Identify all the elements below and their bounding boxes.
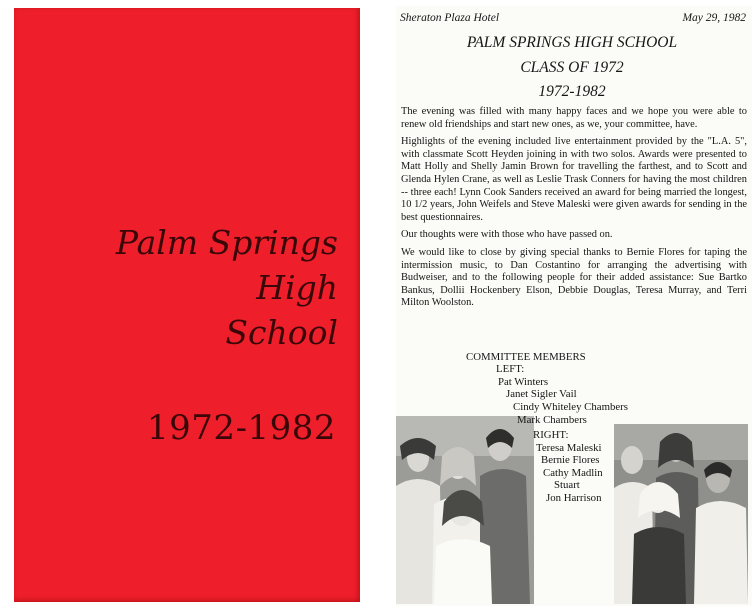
committee-photo-right: [614, 424, 748, 604]
body-paragraph: The evening was filled with many happy faces and we hope you were able to renew old friendships and start new ones, as we, your committee, have.: [401, 106, 747, 130]
committee-member: Bernie Flores: [541, 454, 600, 466]
date-label: May 29, 1982: [682, 12, 746, 24]
committee-right-label: RIGHT:: [533, 429, 569, 441]
committee-heading: COMMITTEE MEMBERS: [466, 351, 586, 363]
committee-member: Cindy Whiteley Chambers: [513, 401, 628, 413]
committee-member: Cathy Madlin: [543, 467, 603, 479]
committee-member: Mark Chambers: [517, 414, 587, 426]
body-paragraph: Highlights of the evening included live entertainment provided by the "L.A. 5", with classmate Scott Heyden joining in with two solos. Awards were presented to Matt Holly and Shelly Jamin Brown for travelling the farthest, and to Scott and Glenda Hylen Crane, as well as Leslie Trask Conners for having the most children -- three each! Lynn Cook Sanders received an award for being married the longest, 10 1/2 years, John Weifels and Steve Maleski were given awards for sending in the best questionnaires.: [401, 136, 747, 223]
committee-member: Stuart: [554, 479, 580, 491]
cover-title-line: High: [256, 268, 338, 307]
program-page: [396, 6, 752, 606]
cover-title-line: School: [225, 313, 338, 352]
committee-photo-left: [396, 416, 534, 604]
page-title: PALM SPRINGS HIGH SCHOOL: [466, 34, 678, 51]
body-paragraph: Our thoughts were with those who have passed on.: [401, 229, 613, 241]
committee-member: Janet Sigler Vail: [506, 388, 577, 400]
page-subtitle: CLASS OF 1972: [520, 59, 624, 76]
page-years: 1972-1982: [538, 83, 606, 100]
committee-member: Teresa Maleski: [536, 442, 602, 454]
cover-years: 1972-1982: [146, 408, 336, 448]
committee-left-label: LEFT:: [496, 363, 525, 375]
committee-member: Jon Harrison: [546, 492, 602, 504]
committee-member: Pat Winters: [498, 376, 549, 388]
body-paragraph: We would like to close by giving special thanks to Bernie Flores for taping the intermission music, to Dan Costantino for arranging the advertising with Budweiser, and to the following people for their added assistance: Sue Bartko Bankus, Dollii Hockenbery Elson, Debbie Douglas, Teresa Murray, and Terri Milton Woolston.: [401, 246, 747, 309]
cover-title-line: Palm Springs: [115, 223, 338, 262]
venue-label: Sheraton Plaza Hotel: [400, 12, 500, 24]
program-cover: [14, 8, 360, 602]
body-text: [401, 106, 747, 315]
cover-title: [38, 220, 338, 355]
